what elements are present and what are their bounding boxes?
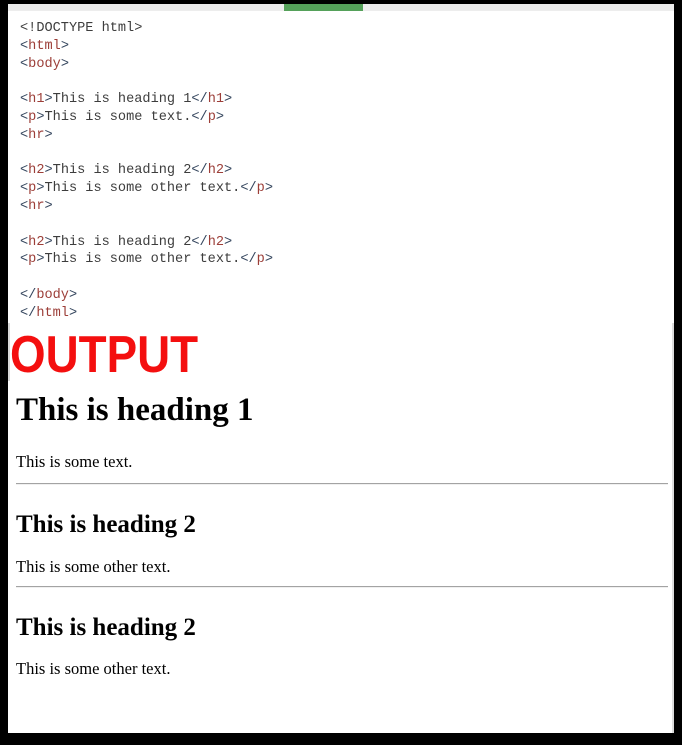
code-token-bracket: > bbox=[44, 234, 53, 250]
code-token-bracket: < bbox=[20, 92, 29, 108]
code-token-tagname: h1 bbox=[207, 92, 225, 108]
horizontal-rule-1 bbox=[16, 483, 668, 485]
code-token-bracket: > bbox=[44, 127, 53, 143]
code-token-bracket: </ bbox=[191, 234, 208, 250]
code-token-text: This is some text. bbox=[44, 109, 192, 125]
code-token-bracket: </ bbox=[240, 181, 257, 197]
code-token-tagname: p bbox=[256, 181, 265, 197]
code-line bbox=[20, 269, 674, 287]
code-token-bracket: < bbox=[20, 252, 29, 268]
code-token-bracket: > bbox=[224, 163, 233, 179]
code-token-tagname: p bbox=[28, 252, 37, 268]
code-line bbox=[20, 162, 674, 180]
code-token-tagname: hr bbox=[28, 127, 45, 143]
code-token-bracket: > bbox=[264, 252, 273, 268]
code-token-bracket: < bbox=[20, 127, 29, 143]
code-token-tagname: p bbox=[256, 252, 265, 268]
code-token-bracket: > bbox=[44, 92, 53, 108]
code-line bbox=[20, 56, 674, 74]
rendered-paragraph-3: This is some other text. bbox=[16, 658, 171, 678]
code-token-text: This is heading 1 bbox=[52, 92, 192, 108]
code-token-text: This is heading 2 bbox=[52, 163, 192, 179]
code-editor-panel[interactable] bbox=[8, 11, 674, 323]
code-token-bracket: > bbox=[215, 109, 225, 125]
code-line bbox=[20, 73, 674, 91]
code-token-text: This is some other text. bbox=[44, 181, 241, 197]
code-line bbox=[20, 145, 674, 163]
code-token-tagname: body bbox=[28, 56, 61, 72]
code-token-bracket: < bbox=[20, 198, 29, 214]
code-line bbox=[20, 305, 674, 323]
code-token-bracket: < bbox=[20, 181, 29, 197]
code-token-bracket: </ bbox=[20, 287, 37, 303]
code-token-tagname: hr bbox=[28, 198, 45, 214]
rendered-output bbox=[8, 391, 674, 678]
code-token-bracket: > bbox=[60, 38, 69, 54]
code-token-tagname: h2 bbox=[28, 163, 45, 179]
code-token-tagname: html bbox=[36, 305, 69, 321]
rendered-heading-2a: This is heading 2 bbox=[16, 510, 196, 538]
rendered-paragraph-2: This is some other text. bbox=[16, 556, 171, 576]
code-token-bracket: > bbox=[68, 287, 78, 303]
browser-loading-strip bbox=[8, 4, 674, 11]
code-token-tagname: p bbox=[28, 181, 37, 197]
rendered-heading-1: This is heading 1 bbox=[16, 391, 254, 428]
output-label: OUTPUT bbox=[10, 325, 199, 384]
code-token-text: <!DOCTYPE html> bbox=[20, 21, 143, 36]
loading-progress-bar bbox=[284, 4, 363, 11]
code-token-bracket: </ bbox=[191, 163, 208, 179]
code-token-bracket: > bbox=[224, 92, 233, 108]
rendered-paragraph-1: This is some text. bbox=[16, 451, 133, 471]
horizontal-rule-2 bbox=[16, 586, 668, 588]
code-token-bracket: > bbox=[68, 305, 78, 321]
code-token-tagname: h2 bbox=[207, 234, 225, 250]
code-token-bracket: < bbox=[20, 38, 29, 54]
code-token-bracket: < bbox=[20, 56, 29, 72]
rendered-heading-2b: This is heading 2 bbox=[16, 613, 196, 641]
code-token-bracket: </ bbox=[240, 252, 257, 268]
code-token-bracket: > bbox=[44, 163, 53, 179]
code-token-tagname: h1 bbox=[28, 92, 45, 108]
code-token-bracket: > bbox=[60, 56, 69, 72]
code-token-tagname: h2 bbox=[207, 163, 225, 179]
code-line bbox=[20, 287, 674, 305]
code-line bbox=[20, 251, 674, 269]
code-token-text: This is heading 2 bbox=[52, 234, 192, 250]
code-token-bracket: < bbox=[20, 109, 29, 125]
code-token-tagname: h2 bbox=[28, 234, 45, 250]
code-token-tagname: p bbox=[28, 109, 37, 125]
code-token-bracket: < bbox=[20, 234, 29, 250]
code-token-bracket: > bbox=[44, 198, 53, 214]
code-token-tagname: p bbox=[207, 109, 216, 125]
code-line bbox=[20, 127, 674, 145]
code-line bbox=[20, 20, 674, 38]
code-token-bracket: > bbox=[264, 181, 273, 197]
code-line bbox=[20, 216, 674, 234]
code-token-bracket: </ bbox=[191, 109, 208, 125]
code-token-bracket: > bbox=[224, 234, 233, 250]
code-line bbox=[20, 109, 674, 127]
code-token-tagname: body bbox=[36, 287, 69, 303]
code-token-tagname: html bbox=[28, 38, 61, 54]
code-token-bracket: > bbox=[36, 109, 45, 125]
code-token-bracket: </ bbox=[20, 305, 37, 321]
code-line bbox=[20, 198, 674, 216]
code-token-bracket: > bbox=[36, 252, 45, 268]
code-token-bracket: > bbox=[36, 181, 45, 197]
code-line bbox=[20, 91, 674, 109]
code-line bbox=[20, 180, 674, 198]
code-line bbox=[20, 234, 674, 252]
code-block[interactable] bbox=[20, 20, 674, 323]
code-line bbox=[20, 38, 674, 56]
code-token-text: This is some other text. bbox=[44, 252, 241, 268]
code-token-bracket: </ bbox=[191, 92, 208, 108]
code-token-bracket: < bbox=[20, 163, 29, 179]
